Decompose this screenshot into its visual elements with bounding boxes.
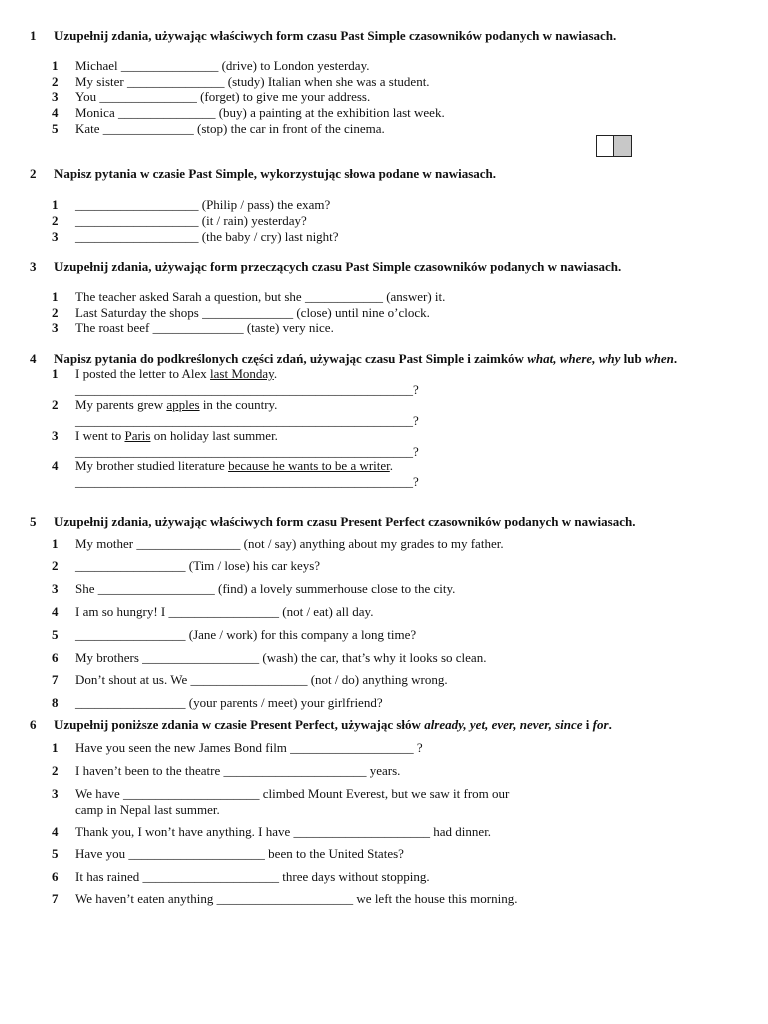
- title-part: .: [673, 351, 678, 366]
- title-part: .: [608, 717, 612, 732]
- item-number: 6: [52, 869, 59, 884]
- item-text: We have _____________________ climbed Mount Everest, but we saw it from our: [75, 786, 510, 801]
- item-number: 5: [52, 627, 59, 642]
- item-number: 7: [52, 672, 59, 687]
- item-text: My brothers __________________ (wash) the car, that’s why it looks so clean.: [75, 650, 487, 665]
- item-text: ___________________ (it / rain) yesterday?: [75, 213, 307, 228]
- title-part: lub: [620, 351, 645, 366]
- exercise-item: [52, 428, 732, 460]
- item-text: [75, 428, 278, 443]
- item-text: Have you seen the new James Bond film ___________________ ?: [75, 740, 423, 755]
- title-part-italic: when: [644, 351, 674, 366]
- item-text: _________________ (your parents / meet) your girlfriend?: [75, 695, 383, 710]
- item-text: She __________________ (find) a lovely summerhouse close to the city.: [75, 581, 456, 596]
- item-number: 1: [52, 197, 59, 212]
- item-number: 2: [52, 305, 59, 320]
- item-number: 3: [52, 229, 59, 244]
- item-text-part: in the country.: [199, 397, 278, 412]
- item-number: 6: [52, 650, 59, 665]
- answer-line[interactable]: ____________________________________________________?: [75, 444, 419, 459]
- item-text-part: My brother studied literature: [75, 458, 229, 473]
- item-text-part: on holiday last summer.: [150, 428, 278, 443]
- score-box-shaded: [614, 136, 631, 156]
- item-number: 4: [52, 824, 59, 839]
- item-text: My mother ________________ (not / say) anything about my grades to my father.: [75, 536, 504, 551]
- item-number: 1: [52, 289, 59, 304]
- item-text: Kate ______________ (stop) the car in front of the cinema.: [75, 121, 385, 136]
- item-number: 5: [52, 121, 59, 136]
- item-number: 3: [52, 786, 59, 801]
- title-part-italic: already, yet, ever, never, since: [424, 717, 583, 732]
- item-number: 4: [52, 604, 59, 619]
- item-number: 2: [52, 397, 59, 412]
- item-number: 3: [52, 320, 59, 335]
- title-part-italic: for: [592, 717, 609, 732]
- item-text: The roast beef ______________ (taste) very nice.: [75, 320, 334, 335]
- section-title: Uzupełnij zdania, używając właściwych form czasu Present Perfect czasowników podanych w nawiasach.: [54, 514, 636, 529]
- item-text: Don’t shout at us. We __________________ (not / do) anything wrong.: [75, 672, 448, 687]
- answer-line[interactable]: ____________________________________________________?: [75, 413, 419, 428]
- item-text: _________________ (Jane / work) for this company a long time?: [75, 627, 417, 642]
- item-text: I am so hungry! I _________________ (not / eat) all day.: [75, 604, 374, 619]
- item-number: 1: [52, 58, 59, 73]
- item-text: ___________________ (the baby / cry) last night?: [75, 229, 339, 244]
- item-number: 4: [52, 458, 59, 473]
- item-text: _________________ (Tim / lose) his car keys?: [75, 558, 321, 573]
- section-title: Napisz pytania w czasie Past Simple, wykorzystując słowa podane w nawiasach.: [54, 166, 497, 181]
- underlined-part: apples: [166, 397, 200, 412]
- item-text: My sister _______________ (study) Italian when she was a student.: [75, 74, 430, 89]
- section-number: 4: [30, 351, 37, 366]
- section-number: 3: [30, 259, 37, 274]
- item-text-part: I went to: [75, 428, 125, 443]
- item-text: [75, 458, 393, 473]
- item-text: It has rained _____________________ three days without stopping.: [75, 869, 430, 884]
- section-title: Uzupełnij zdania, używając właściwych form czasu Past Simple czasowników podanych w nawiasach.: [54, 28, 617, 43]
- item-text-continued: camp in Nepal last summer.: [75, 802, 220, 817]
- section-number: 1: [30, 28, 37, 43]
- item-text-part: I posted the letter to Alex: [75, 366, 211, 381]
- item-text: Michael _______________ (drive) to London yesterday.: [75, 58, 370, 73]
- item-number: 7: [52, 891, 59, 906]
- title-part: Uzupełnij poniższe zdania w czasie Present Perfect, używając słów: [54, 717, 425, 732]
- answer-line[interactable]: ____________________________________________________?: [75, 474, 419, 489]
- item-number: 1: [52, 366, 59, 381]
- item-number: 3: [52, 428, 59, 443]
- section-title: Uzupełnij zdania, używając form przeczących czasu Past Simple czasowników podanych w nawiasach.: [54, 259, 622, 274]
- item-text: Thank you, I won’t have anything. I have _____________________ had dinner.: [75, 824, 492, 839]
- item-text-part: .: [273, 366, 278, 381]
- item-text: [75, 366, 277, 381]
- section-number: 5: [30, 514, 37, 529]
- section-number: 2: [30, 166, 37, 181]
- item-number: 3: [52, 581, 59, 596]
- exercise-item: [52, 786, 732, 818]
- answer-line[interactable]: ____________________________________________________?: [75, 382, 419, 397]
- item-number: 3: [52, 89, 59, 104]
- underlined-part: because he wants to be a writer: [228, 458, 390, 473]
- item-number: 2: [52, 74, 59, 89]
- item-text: Last Saturday the shops ______________ (close) until nine o’clock.: [75, 305, 430, 320]
- title-part-italic: what, where, why: [527, 351, 621, 366]
- item-text: [75, 397, 277, 412]
- item-text: ___________________ (Philip / pass) the exam?: [75, 197, 331, 212]
- score-box-empty[interactable]: [597, 136, 614, 156]
- item-text: The teacher asked Sarah a question, but she ____________ (answer) it.: [75, 289, 446, 304]
- item-number: 1: [52, 740, 59, 755]
- item-text-part: .: [389, 458, 394, 473]
- item-number: 8: [52, 695, 59, 710]
- item-number: 2: [52, 763, 59, 778]
- exercise-item: [52, 397, 732, 429]
- exercise-item: [52, 458, 732, 490]
- item-text: Monica _______________ (buy) a painting at the exhibition last week.: [75, 105, 445, 120]
- section-title: [54, 717, 612, 733]
- section-number: 6: [30, 717, 37, 732]
- item-number: 1: [52, 536, 59, 551]
- item-text: We haven’t eaten anything _____________________ we left the house this morning.: [75, 891, 518, 906]
- underlined-part: Paris: [124, 428, 151, 443]
- item-number: 4: [52, 105, 59, 120]
- underlined-part: last Monday: [210, 366, 274, 381]
- item-number: 2: [52, 558, 59, 573]
- item-text-part: My parents grew: [75, 397, 167, 412]
- section-title: [54, 351, 677, 367]
- item-number: 2: [52, 213, 59, 228]
- title-part: i: [582, 717, 593, 732]
- title-part: Napisz pytania do podkreślonych części zdań, używając czasu Past Simple i zaimków: [54, 351, 528, 366]
- item-number: 5: [52, 846, 59, 861]
- exercise-item: [52, 366, 732, 398]
- score-boxes: [596, 135, 632, 157]
- item-text: Have you _____________________ been to the United States?: [75, 846, 404, 861]
- item-text: I haven’t been to the theatre ______________________ years.: [75, 763, 401, 778]
- item-text: You _______________ (forget) to give me your address.: [75, 89, 371, 104]
